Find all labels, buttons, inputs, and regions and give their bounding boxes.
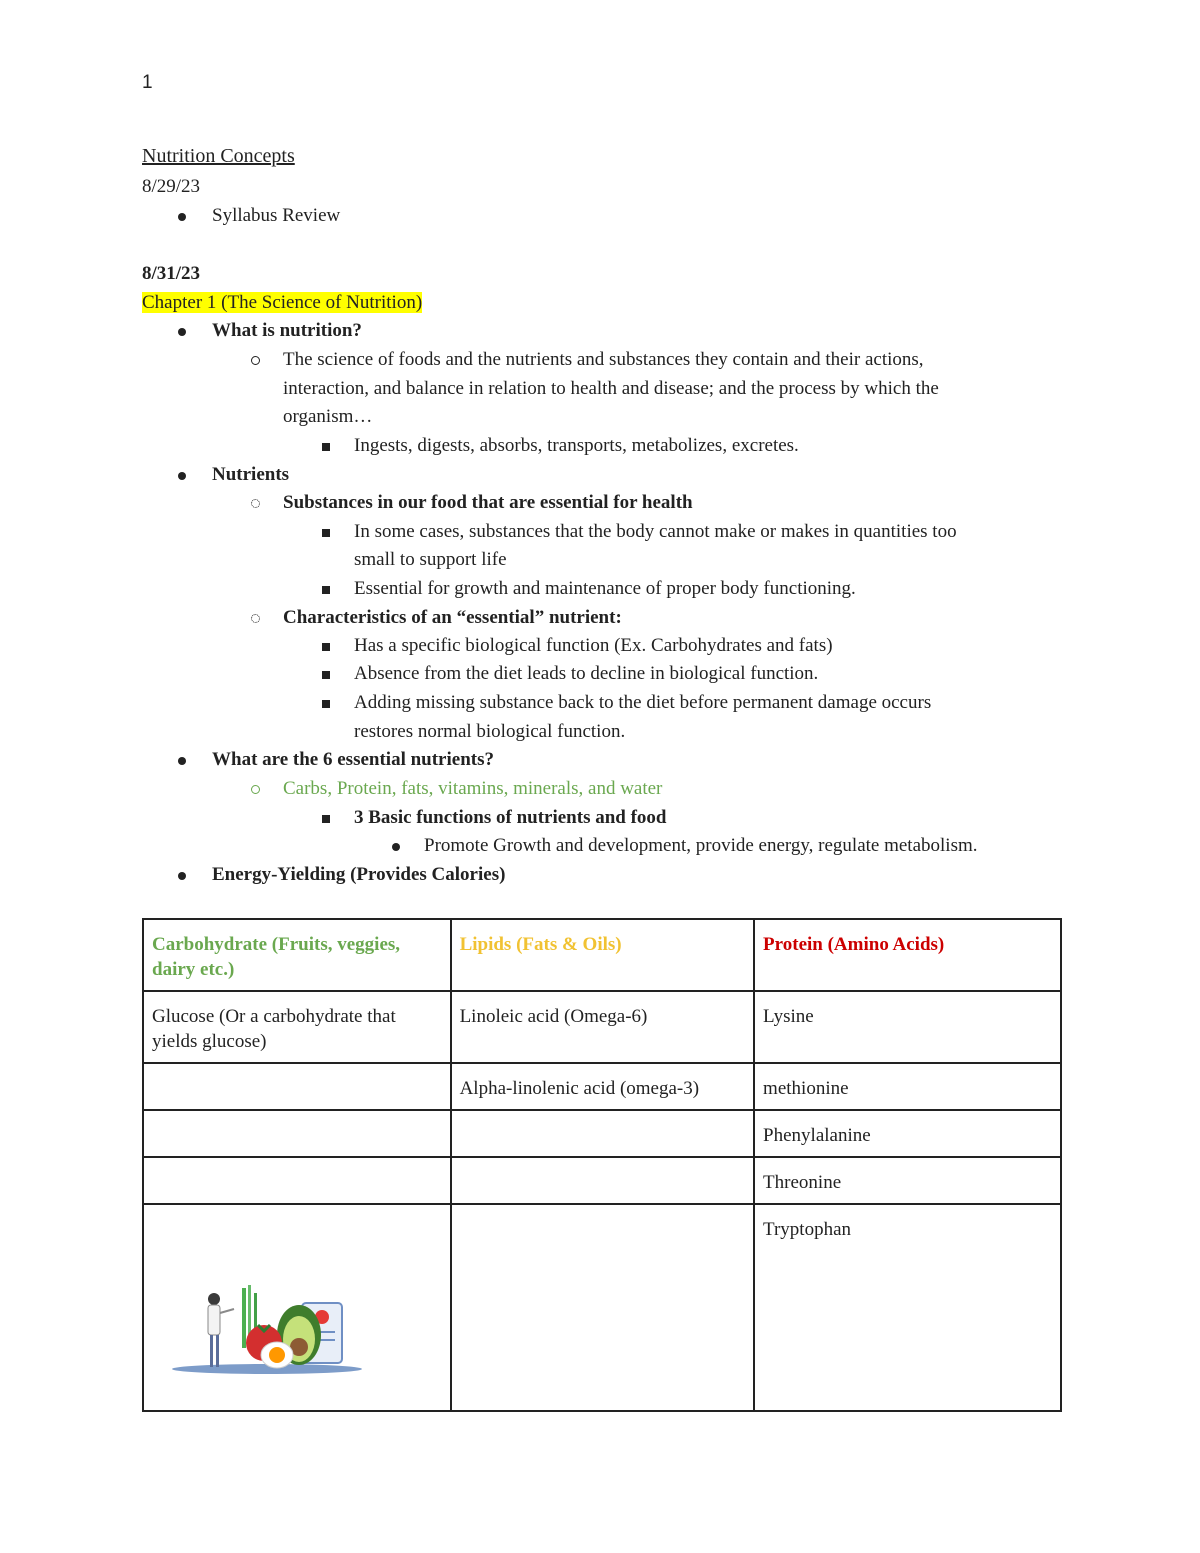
bullet-disc	[386, 834, 406, 858]
table-cell: Threonine	[754, 1157, 1061, 1204]
bullet-square	[316, 634, 336, 658]
bullet-circle	[245, 777, 265, 801]
table-cell: Glucose (Or a carbohydrate that yields glucose)	[143, 991, 451, 1063]
bullet-disc	[172, 319, 192, 343]
date-heading-2: 8/31/23	[142, 263, 201, 284]
energy-yielding-heading: Energy-Yielding (Provides Calories)	[212, 864, 506, 885]
three-basic-heading: 3 Basic functions of nutrients and food	[354, 807, 667, 828]
characteristics-item: Characteristics of an “essential” nutrient:	[283, 607, 622, 628]
table-cell-illustration	[143, 1204, 451, 1411]
chapter-heading: Chapter 1 (The Science of Nutrition)	[142, 292, 423, 313]
processes-item: Ingests, digests, absorbs, transports, metabolizes, excretes.	[354, 435, 799, 456]
bullet-dotted-circle	[245, 491, 265, 515]
nutrient-table	[142, 918, 1062, 1412]
cases-line-1: In some cases, substances that the body cannot make or makes in quantities too	[354, 521, 957, 542]
date-heading-1: 8/29/23	[142, 176, 201, 197]
essential-growth-item: Essential for growth and maintenance of proper body functioning.	[354, 578, 856, 599]
table-header-row	[143, 919, 1061, 991]
bullet-square	[316, 691, 336, 715]
page-number: 1	[142, 72, 153, 93]
table-cell: Linoleic acid (Omega-6)	[451, 991, 754, 1063]
table-row	[143, 1204, 1061, 1411]
substances-item: Substances in our food that are essential for health	[283, 492, 693, 513]
table-row	[143, 1110, 1061, 1157]
bullet-square	[316, 662, 336, 686]
table-cell	[143, 1110, 451, 1157]
header-protein: Protein (Amino Acids)	[754, 919, 1061, 991]
bullet-square	[316, 520, 336, 544]
table-cell	[143, 1157, 451, 1204]
six-essential-list: Carbs, Protein, fats, vitamins, minerals, and water	[283, 778, 663, 799]
bullet-disc	[172, 204, 192, 228]
table-cell: Lysine	[754, 991, 1061, 1063]
table-cell	[451, 1110, 754, 1157]
table-row	[143, 991, 1061, 1063]
bullet-disc	[172, 748, 192, 772]
nutrition-illustration-icon	[172, 1283, 372, 1378]
table-cell	[451, 1157, 754, 1204]
table-cell	[451, 1204, 754, 1411]
what-is-nutrition: What is nutrition?	[212, 320, 362, 341]
characteristic-2: Absence from the diet leads to decline in biological function.	[354, 663, 819, 684]
six-essential-heading: What are the 6 essential nutrients?	[212, 749, 494, 770]
bullet-circle	[245, 348, 265, 372]
nutrients-heading: Nutrients	[212, 464, 290, 485]
characteristic-3-line-2: restores normal biological function.	[354, 721, 626, 742]
table-row	[143, 1157, 1061, 1204]
cases-line-2: small to support life	[354, 549, 507, 570]
definition-line-1: The science of foods and the nutrients and substances they contain and their actions,	[283, 349, 924, 370]
header-lipids: Lipids (Fats & Oils)	[451, 919, 754, 991]
document-title: Nutrition Concepts	[142, 145, 295, 167]
bullet-disc	[172, 863, 192, 887]
syllabus-item: Syllabus Review	[212, 205, 341, 226]
table-cell	[143, 1063, 451, 1110]
characteristic-3-line-1: Adding missing substance back to the diet before permanent damage occurs	[354, 692, 932, 713]
table-cell: Phenylalanine	[754, 1110, 1061, 1157]
three-basic-list: Promote Growth and development, provide energy, regulate metabolism.	[424, 835, 978, 856]
table-cell: methionine	[754, 1063, 1061, 1110]
characteristic-1: Has a specific biological function (Ex. Carbohydrates and fats)	[354, 635, 833, 656]
definition-line-2: interaction, and balance in relation to health and disease; and the process by which the	[283, 378, 939, 399]
header-carbohydrate: Carbohydrate (Fruits, veggies, dairy etc.)	[143, 919, 451, 991]
table-cell: Tryptophan	[754, 1204, 1061, 1411]
bullet-dotted-circle	[245, 606, 265, 630]
bullet-square	[316, 434, 336, 458]
table-row	[143, 1063, 1061, 1110]
bullet-square	[316, 577, 336, 601]
definition-line-3: organism…	[283, 406, 373, 427]
bullet-disc	[172, 463, 192, 487]
bullet-square	[316, 806, 336, 830]
table-cell: Alpha-linolenic acid (omega-3)	[451, 1063, 754, 1110]
